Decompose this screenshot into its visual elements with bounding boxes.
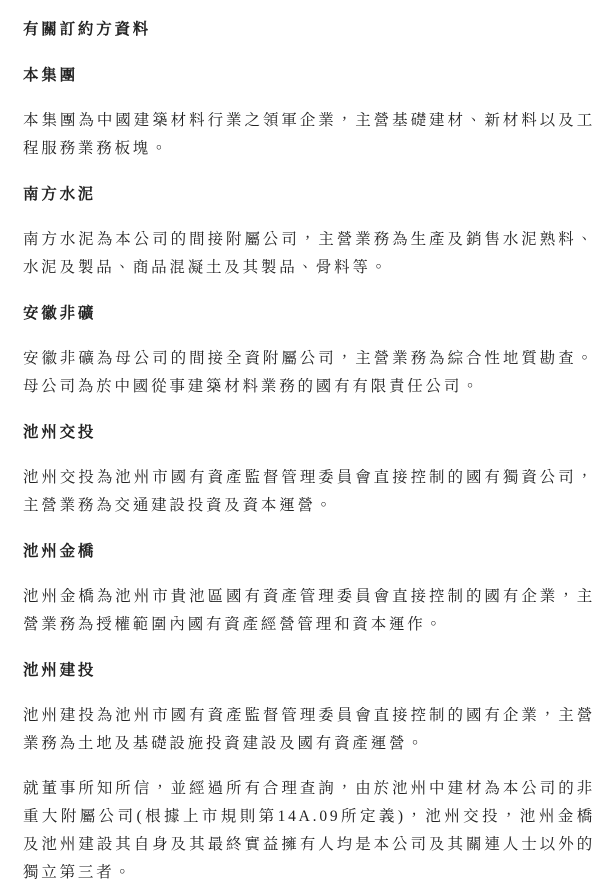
section-anhui-non-mining (23, 300, 595, 401)
section-heading-south-cement: 南方水泥 (23, 186, 97, 203)
section-paragraph-chizhou-jiantou: 池州建投為池州市國有資產監督管理委員會直接控制的國有企業，主營業務為土地及基礎設施投資建設及國有資產運營。 (23, 707, 595, 752)
section-the-group (23, 62, 595, 163)
section-paragraph-chizhou-jiaotou: 池州交投為池州市國有資產監督管理委員會直接控制的國有獨資公司，主營業務為交通建設投資及資本運營。 (23, 469, 595, 514)
section-paragraph-south-cement: 南方水泥為本公司的間接附屬公司，主營業務為生產及銷售水泥熟料、水泥及製品、商品混凝土及其製品、骨料等。 (23, 231, 595, 276)
section-heading-the-group: 本集團 (23, 67, 78, 84)
section-heading-anhui-non-mining: 安徽非礦 (23, 305, 97, 322)
section-paragraph-anhui-non-mining: 安徽非礦為母公司的間接全資附屬公司，主營業務為綜合性地質勘查。母公司為於中國從事建築材料業務的國有有限責任公司。 (23, 350, 595, 395)
section-south-cement (23, 181, 595, 282)
section-paragraph-the-group: 本集團為中國建築材料行業之領軍企業，主營基礎建材、新材料以及工程服務業務板塊。 (23, 112, 595, 157)
section-heading-chizhou-jiaotou: 池州交投 (23, 424, 97, 441)
closing-paragraph: 就董事所知所信，並經過所有合理查詢，由於池州中建材為本公司的非重大附屬公司(根據上市規則第14A.09所定義)，池州交投，池州金橋及池州建設其自身及其最終實益擁有人均是本公司及其關連人士以外的獨立第三者。 (23, 780, 595, 881)
section-chizhou-jinqiao (23, 538, 595, 639)
section-heading-chizhou-jinqiao: 池州金橋 (23, 543, 97, 560)
section-chizhou-jiantou (23, 657, 595, 758)
section-paragraph-chizhou-jinqiao: 池州金橋為池州市貴池區國有資產管理委員會直接控制的國有企業，主營業務為授權範圍內國有資產經營管理和資本運作。 (23, 588, 595, 633)
section-chizhou-jiaotou (23, 419, 595, 520)
page-title: 有關訂約方資料 (23, 21, 152, 38)
section-heading-chizhou-jiantou: 池州建投 (23, 662, 97, 679)
